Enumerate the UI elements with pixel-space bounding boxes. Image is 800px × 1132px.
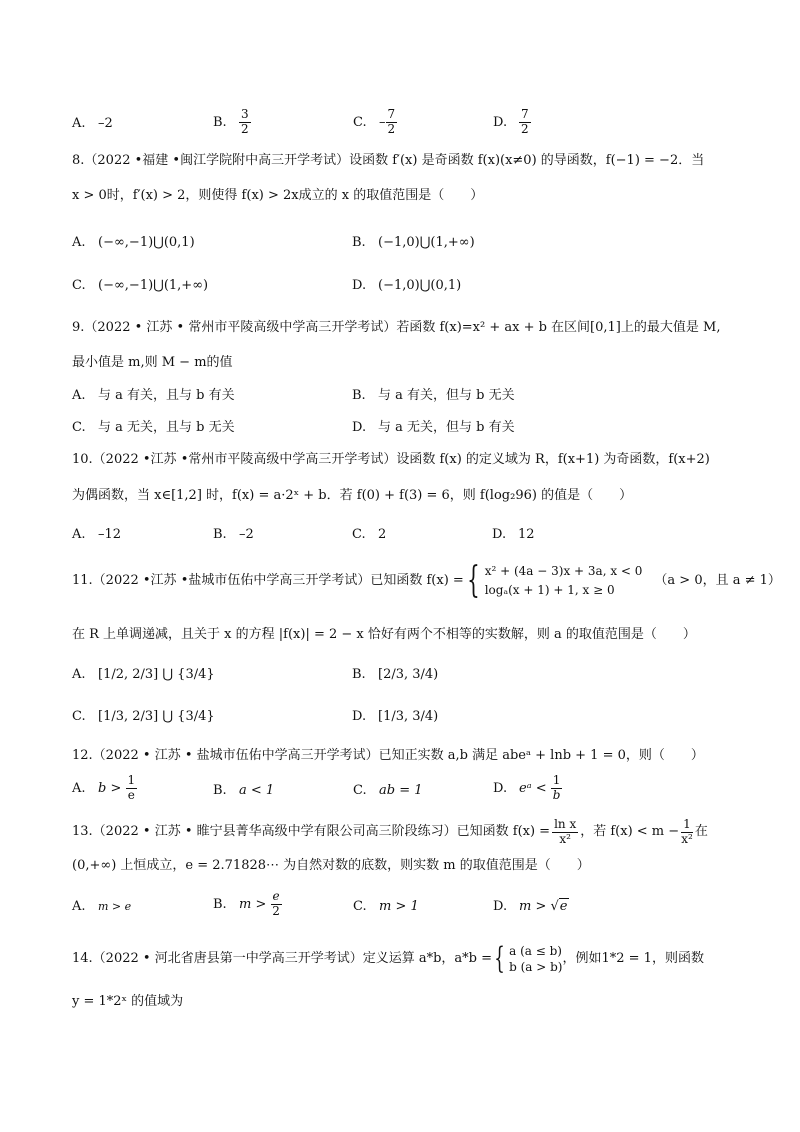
q10-option-b — [213, 527, 254, 543]
option-text: –2 — [98, 116, 113, 131]
option-text: (−∞,−1)⋃(1,+∞) — [98, 278, 209, 293]
case-1: a (a ≤ b) — [509, 944, 562, 958]
option-text: [1/3, 2/3] ⋃ {3/4} — [98, 709, 215, 724]
option-text: m > e — [98, 900, 132, 913]
option-label: A. — [72, 780, 86, 796]
fraction-1-over-x2 — [681, 818, 693, 847]
q8-stem-line1: 8.（2022 •福建 •闽江学院附中高三开学考试）设函数 f′(x) 是奇函数 f(x)(x≠0) 的导函数，f(−1) = −2．当 — [72, 153, 705, 168]
q9-stem-line2: 最小值是 m,则 M − m的值 — [72, 355, 233, 370]
option-label: B. — [213, 114, 227, 130]
fraction-denominator: 2 — [272, 903, 280, 918]
fraction-numerator: 7 — [387, 107, 396, 121]
option-label: D. — [352, 278, 367, 293]
fraction-denominator: 2 — [241, 121, 249, 136]
q10-option-c — [352, 527, 386, 543]
fraction-denominator: 2 — [387, 121, 396, 136]
fraction-numerator: e — [272, 889, 280, 903]
q13-stem-line1 — [72, 814, 708, 850]
q8-option-b — [352, 235, 475, 251]
option-text: 12 — [518, 527, 535, 542]
q10-option-a — [72, 527, 121, 543]
option-text: 与 a 无关，且与 b 无关 — [98, 420, 235, 435]
fraction — [271, 890, 282, 919]
option-prefix: m > — [519, 899, 547, 914]
q11-option-d — [352, 709, 438, 725]
q7-option-c — [353, 108, 397, 137]
q7-option-b — [213, 108, 251, 137]
q11-prefix: 11.（2022 •江苏 •盐城市伍佑中学高三开学考试）已知函数 f(x) = — [72, 573, 464, 589]
option-label: B. — [352, 235, 366, 250]
option-text: 与 a 有关，且与 b 有关 — [98, 388, 235, 403]
fraction-numerator: 7 — [521, 107, 529, 121]
option-label: D. — [493, 780, 508, 796]
fraction — [239, 108, 251, 137]
q10-stem-line1: 10.（2022 •江苏 •常州市平陵高级中学高三开学考试）设函数 f(x) 的定义域为 R，f(x+1) 为奇函数，f(x+2) — [72, 452, 710, 467]
q14-text-a: 14.（2022 • 河北省唐县第一中学高三开学考试）定义运算 a*b，a*b = — [72, 951, 492, 967]
fraction — [386, 108, 398, 137]
option-label: C. — [72, 420, 86, 435]
fraction-denominator: b — [552, 787, 561, 802]
q11-option-a — [72, 667, 215, 683]
fraction — [126, 774, 138, 803]
fraction-numerator: 1 — [683, 816, 691, 831]
q13-options — [72, 890, 772, 926]
q9-option-d — [352, 420, 515, 436]
option-text: ab = 1 — [379, 783, 423, 798]
fraction-denominator: x² — [559, 831, 571, 846]
left-brace: { — [466, 560, 480, 601]
q7-options — [72, 108, 772, 142]
option-prefix: – — [379, 114, 386, 130]
option-text: (−1,0)⋃(1,+∞) — [378, 235, 475, 250]
q13-option-b — [213, 890, 282, 919]
q13-option-d — [493, 899, 569, 915]
option-text: [1/2, 2/3] ⋃ {3/4} — [98, 667, 215, 682]
q11-suffix: （a > 0，且 a ≠ 1） — [654, 573, 781, 589]
option-label: C. — [72, 278, 86, 293]
option-label: B. — [213, 896, 227, 912]
option-text: [1/3, 3/4) — [378, 709, 439, 724]
fraction-denominator: 2 — [521, 121, 529, 136]
fraction — [519, 108, 531, 137]
option-label: A. — [72, 527, 86, 542]
q13-stem-line2: (0,+∞) 上恒成立，e = 2.71828⋯ 为自然对数的底数，则实数 m 的取值范围是（ ） — [72, 858, 590, 873]
case-1: x² + (4a − 3)x + 3a, x < 0 — [484, 564, 643, 578]
option-text: a < 1 — [239, 783, 275, 798]
option-label: C. — [353, 114, 367, 130]
q12-option-d — [493, 774, 562, 803]
fraction-numerator: 1 — [552, 773, 561, 787]
sqrt-icon: √ — [550, 899, 559, 914]
q9-option-a — [72, 388, 235, 404]
option-label: B. — [213, 527, 227, 542]
q13-text-c: 在 — [694, 824, 708, 840]
q12-option-c — [353, 783, 423, 799]
q9-option-c — [72, 420, 235, 436]
q11-option-b — [352, 667, 438, 683]
option-prefix: b > — [98, 780, 122, 796]
q11-stem-line1 — [72, 557, 781, 605]
piecewise-cases — [485, 562, 643, 600]
piecewise-cases — [509, 943, 562, 975]
option-label: A. — [72, 899, 86, 914]
option-text: –2 — [239, 527, 254, 542]
q8-option-c — [72, 278, 208, 294]
q13-text-a: 13.（2022 • 江苏 • 睢宁县菁华高级中学有限公司高三阶段练习）已知函数 f(x) = — [72, 824, 551, 840]
q9-stem-line1: 9.（2022 • 江苏 • 常州市平陵高级中学高三开学考试）若函数 f(x)=x² + ax + b 在区间[0,1]上的最大值是 M, — [72, 320, 721, 335]
fraction-numerator: 1 — [127, 773, 136, 787]
option-label: A. — [72, 388, 86, 403]
q14-text-b: ，例如1*2 = 1，则函数 — [562, 951, 704, 967]
option-prefix: m > — [239, 896, 267, 912]
q12-option-a — [72, 774, 137, 803]
option-text: [2/3, 3/4) — [378, 667, 439, 682]
option-prefix: eᵃ < — [519, 780, 547, 796]
option-label: B. — [213, 783, 227, 798]
q11-option-c — [72, 709, 215, 725]
option-label: D. — [493, 899, 508, 914]
option-label: D. — [352, 709, 367, 724]
option-label: C. — [352, 527, 366, 542]
option-label: B. — [352, 667, 366, 682]
option-label: A. — [72, 116, 86, 131]
q13-option-a — [72, 899, 131, 915]
q10-stem-line2: 为偶函数，当 x∈[1,2] 时，f(x) = a·2ˣ + b．若 f(0) + f(3) = 6，则 f(log₂96) 的值是（ ） — [72, 488, 633, 503]
q14-stem-line2: y = 1*2ˣ 的值域为 — [72, 994, 184, 1009]
fraction-numerator: 3 — [241, 107, 249, 121]
option-label: D. — [352, 420, 367, 435]
option-text: m > 1 — [379, 899, 419, 914]
option-label: C. — [72, 709, 86, 724]
option-label: B. — [352, 388, 366, 403]
case-2: logₐ(x + 1) + 1, x ≥ 0 — [484, 583, 615, 597]
q12-option-b — [213, 783, 274, 799]
option-label: D. — [493, 114, 508, 130]
fraction-lnx-over-x2 — [552, 818, 578, 847]
option-text: 与 a 有关，但与 b 无关 — [378, 388, 515, 403]
option-label: A. — [72, 235, 86, 250]
q8-stem-line2: x > 0时，f′(x) > 2，则使得 f(x) > 2x成立的 x 的取值范围是（ ） — [72, 188, 484, 203]
option-text: (−1,0)⋃(0,1) — [378, 278, 462, 293]
q8-option-a — [72, 235, 195, 251]
q14-stem-line1 — [72, 940, 704, 978]
q12-options — [72, 774, 772, 810]
fraction-denominator: e — [127, 787, 135, 802]
fraction-denominator: x² — [681, 831, 693, 846]
case-2: b (a > b) — [509, 960, 563, 974]
option-label: D. — [492, 527, 507, 542]
option-label: A. — [72, 667, 86, 682]
fraction-numerator: ln x — [554, 816, 577, 831]
option-text: –12 — [98, 527, 122, 542]
q8-option-d — [352, 278, 461, 294]
left-brace: { — [494, 941, 505, 976]
q7-option-d — [493, 108, 531, 137]
q13-text-b: ，若 f(x) < m − — [580, 824, 680, 840]
q9-option-b — [352, 388, 515, 404]
option-label: C. — [353, 899, 367, 914]
sqrt-radicand: e — [559, 899, 568, 914]
q7-option-a — [72, 116, 113, 132]
option-text: 与 a 无关，但与 b 有关 — [378, 420, 515, 435]
q12-stem-line1: 12.（2022 • 江苏 • 盐城市伍佑中学高三开学考试）已知正实数 a,b 满足 abeᵃ + lnb + 1 = 0，则（ ） — [72, 748, 704, 763]
q10-option-d — [492, 527, 535, 543]
q11-stem-line2: 在 R 上单调递减，且关于 x 的方程 |f(x)| = 2 − x 恰好有两个不相等的实数解，则 a 的取值范围是（ ） — [72, 627, 696, 642]
fraction — [551, 774, 563, 803]
option-text: (−∞,−1)⋃(0,1) — [98, 235, 195, 250]
option-label: C. — [353, 783, 367, 798]
option-text: 2 — [378, 527, 387, 542]
q13-option-c — [353, 899, 419, 915]
